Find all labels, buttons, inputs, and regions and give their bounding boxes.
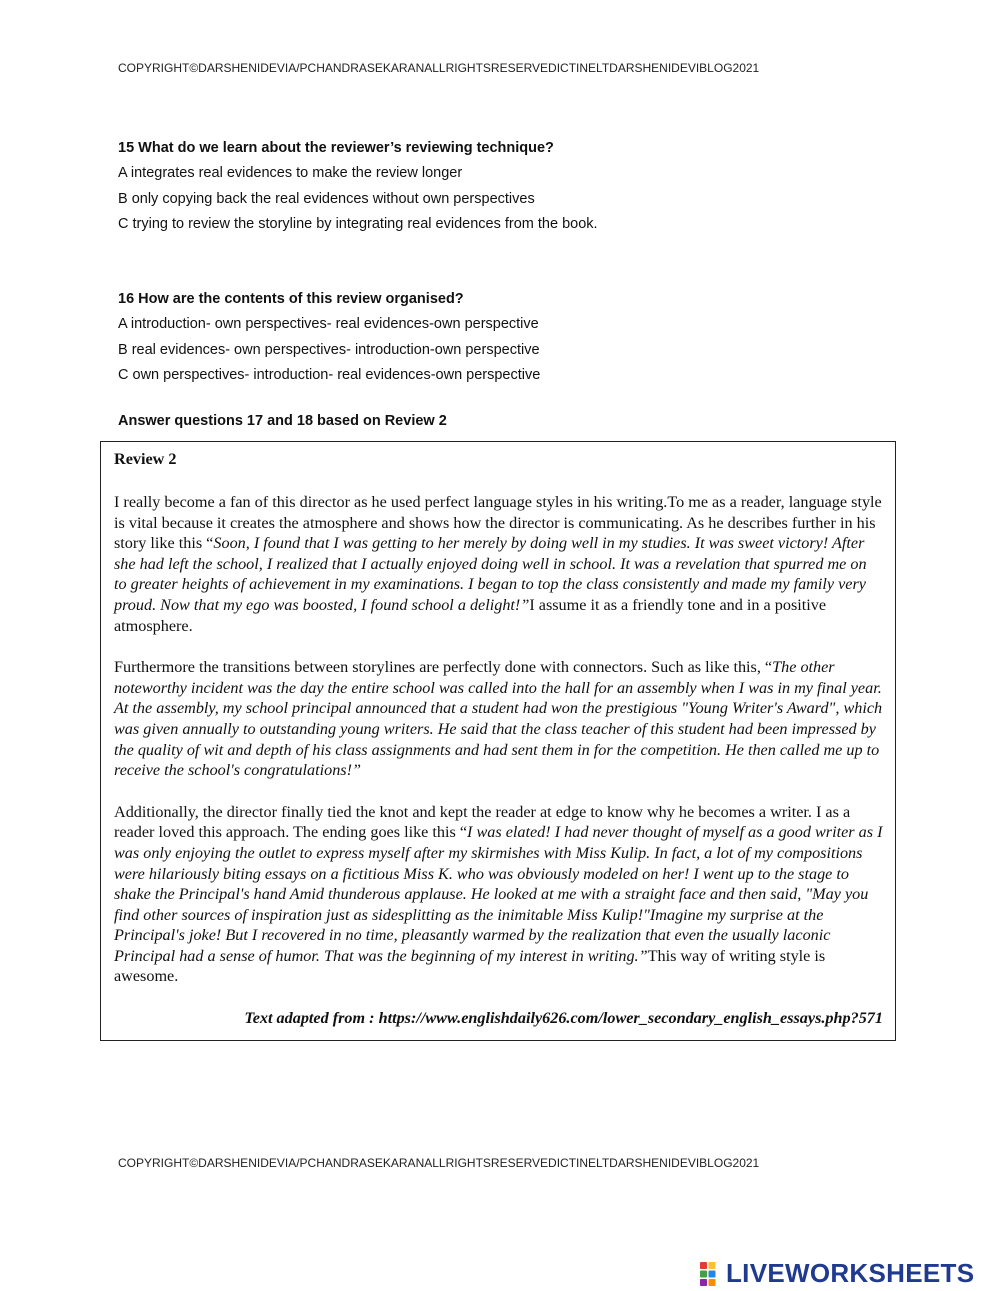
review-paragraph-1-end: I assume it as a friendly tone and in a positive atmosphere.: [114, 595, 827, 635]
review-paragraph-2: [114, 657, 883, 781]
question-16-option-c: C own perspectives- introduction- real evidences-own perspective: [118, 367, 541, 383]
copyright-header: COPYRIGHT©DARSHENIDEVIA/PCHANDRASEKARANALLRIGHTSRESERVEDICTINELTDARSHENIDEVIBLOG2021: [118, 61, 760, 75]
review-source-citation: Text adapted from : https://www.englishdaily626.com/lower_secondary_english_essays.php?571: [244, 1009, 883, 1028]
review-2-box: [100, 441, 896, 1041]
copyright-footer: COPYRIGHT©DARSHENIDEVIA/PCHANDRASEKARANALLRIGHTSRESERVEDICTINELTDARSHENIDEVIBLOG2021: [118, 1156, 760, 1170]
logo-block-6: [709, 1279, 716, 1286]
question-16: [118, 287, 918, 389]
logo-block-3: [700, 1270, 707, 1277]
logo-block-5: [700, 1279, 707, 1286]
review-title: Review 2: [114, 450, 177, 468]
review-paragraph-3-text: Additionally, the director finally tied the knot and kept the reader at edge to know why he becomes a writer. I as a reader loved this approach. The ending goes like this “: [114, 802, 851, 842]
question-16-title: 16 How are the contents of this review organised?: [118, 291, 464, 307]
review-paragraph-1: [114, 492, 883, 636]
review-paragraph-3-quote: I was elated! I had never thought of myself as a good writer as I was only enjoying the outlet to express myself after my skirmishes with Miss Kulip. In fact, a lot of my compositions were hilariously biting essays on a fictitious Miss K. who was obviously modeled on her! I went up to the stage to shake the Principal's hand Amid thunderous applause. He looked at me with a straight face and then said, "May you find other sources of inspiration just as sidesplitting as the inimitable Miss Kulip!"Imagine my surprise at the Principal's joke! But I recovered in no time, pleasantly warmed by the realization that even the usually laconic Principal had a sense of humor. That was the beginning of my interest in writing.”: [114, 823, 883, 965]
question-15-title: 15 What do we learn about the reviewer’s reviewing technique?: [118, 140, 554, 156]
review-paragraph-3-end: This way of writing style is awesome.: [114, 946, 826, 986]
liveworksheets-logo-text: LIVEWORKSHEETS: [726, 1258, 975, 1288]
logo-block-4: [709, 1270, 716, 1277]
liveworksheets-logo-icon: [700, 1262, 724, 1286]
question-16-option-b: B real evidences- own perspectives- introduction-own perspective: [118, 341, 540, 358]
question-16-option-a: A introduction- own perspectives- real evidences-own perspective: [118, 316, 539, 332]
liveworksheets-logo: [700, 1258, 974, 1289]
review-paragraph-1-text: I really become a fan of this director as he used perfect language styles in his writing.To me as a reader, language style is vital because it creates the atmosphere and shows how the director is communicating. As he describes further in his story like this “: [114, 493, 882, 553]
question-15-option-a: A integrates real evidences to make the review longer: [118, 165, 463, 181]
review-instruction: Answer questions 17 and 18 based on Review 2: [118, 413, 447, 429]
review-paragraph-3: [114, 802, 883, 987]
review-paragraph-2-quote: The other noteworthy incident was the day the entire school was called into the hall for an assembly when I was in my final year. At the assembly, my school principal announced that a student had won the prestigious "Young Writer's Award", which was given annually to outstanding young writers. He said that the class teacher of this student had been impressed by the quality of wit and depth of his class assignments and had sent them in for the competition. He then called me up to receive the school's congratulations!”: [114, 658, 883, 780]
question-15-option-b: B only copying back the real evidences without own perspectives: [118, 190, 535, 207]
question-15-option-c: C trying to review the storyline by integrating real evidences from the book.: [118, 216, 598, 232]
logo-block-2: [709, 1262, 716, 1269]
question-15: [118, 136, 918, 238]
review-paragraph-1-quote: Soon, I found that I was getting to her merely by doing well in my studies. It was sweet victory! After she had left the school, I realized that I actually enjoyed doing well in school. It was a revelation that spurred me on to greater heights of achievement in my examinations. I began to top the class consistently and made my family very proud. Now that my ego was boosted, I found school a delight!”: [114, 534, 867, 614]
logo-block-1: [700, 1262, 707, 1269]
review-paragraph-2-text: Furthermore the transitions between storylines are perfectly done with connectors. Such as like this, “: [114, 658, 773, 677]
